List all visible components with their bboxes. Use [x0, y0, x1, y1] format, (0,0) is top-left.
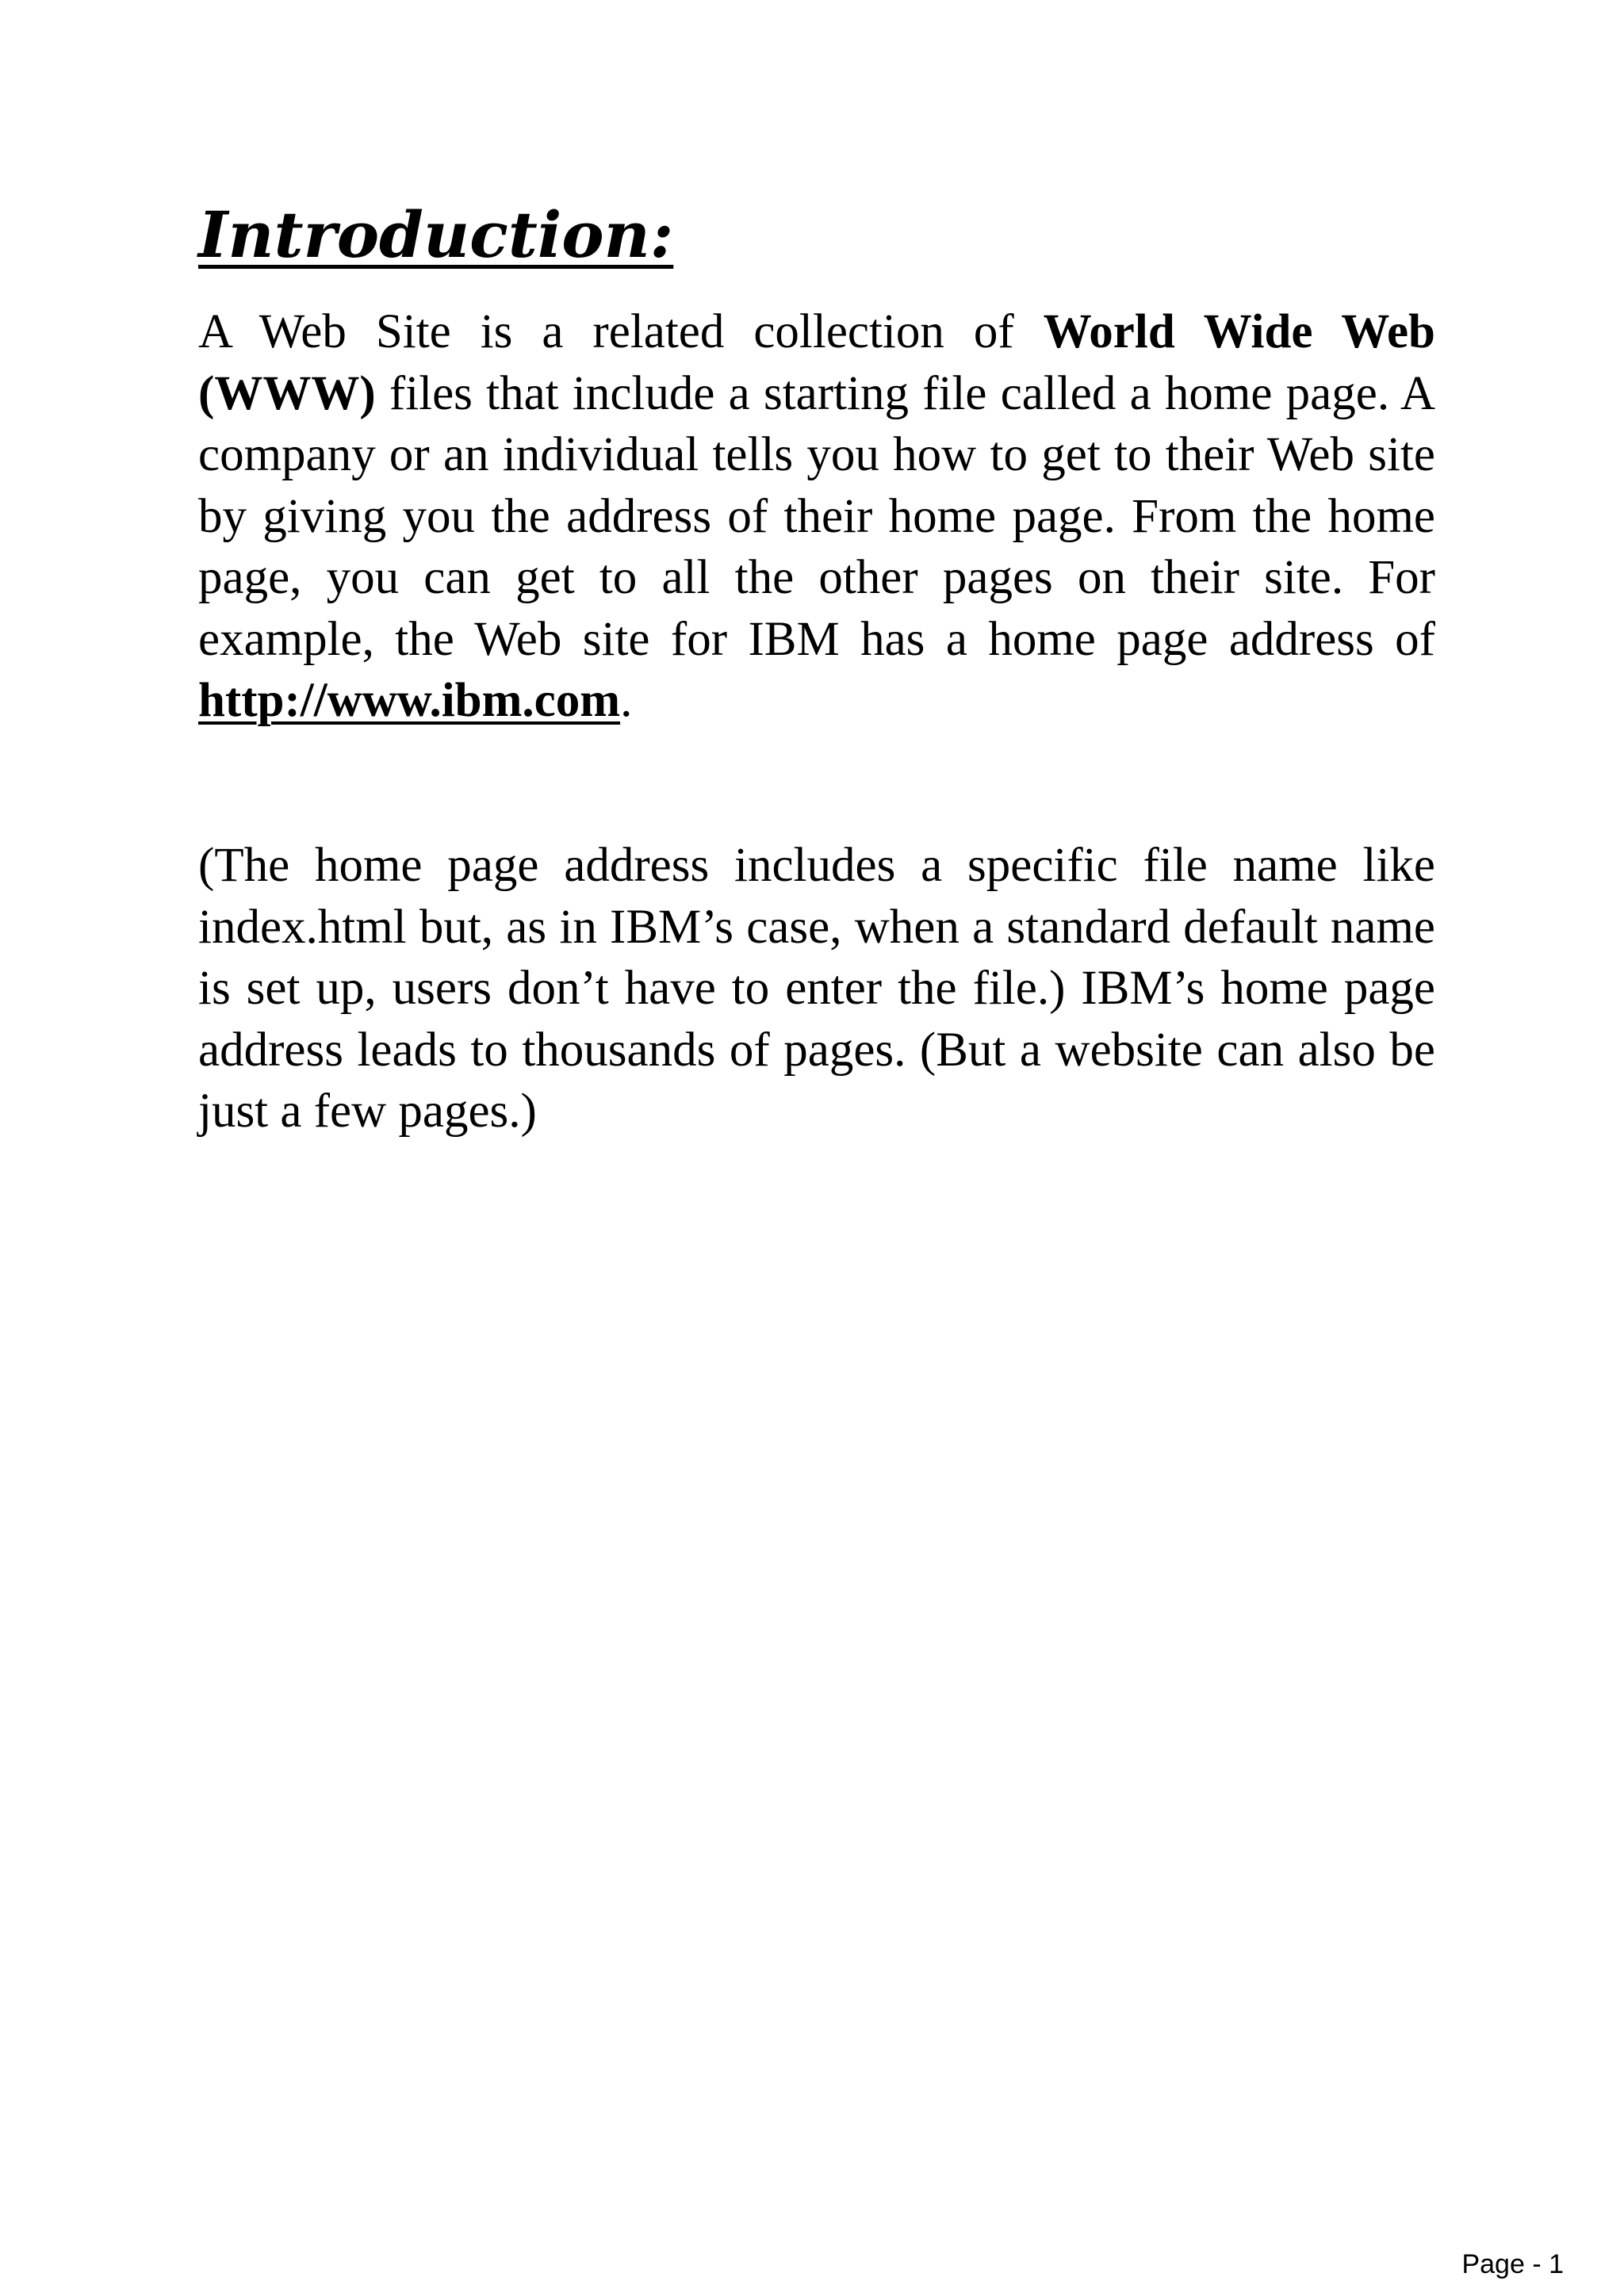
www-term: World Wide Web (WWW): [198, 305, 1435, 420]
home-page-paragraph: (The home page address includes a specific file name like index.html but, as in IBM’s case, when a standard default name is set up, users don’t have to enter the file.) IBM’s home page address leads to thousands of pages. (But a website can also be just a few pages.): [198, 839, 1435, 1138]
intro-text-start: A Web Site is a related collection of: [198, 305, 1044, 358]
intro-text-middle: files that include a starting file called a home page. A company or an individual tells you how to get to their Web site by giving you the address of their home page. From the home page, you can get to all the other pages on their site. For example, the Web site for IBM has a home page address of: [198, 366, 1435, 666]
page-number: Page - 1: [1461, 2249, 1564, 2279]
page-heading: Introduction:: [198, 197, 674, 272]
intro-text-end: .: [620, 674, 633, 727]
ibm-url-link[interactable]: http://www.ibm.com: [198, 674, 621, 727]
intro-paragraph: [198, 301, 1435, 732]
